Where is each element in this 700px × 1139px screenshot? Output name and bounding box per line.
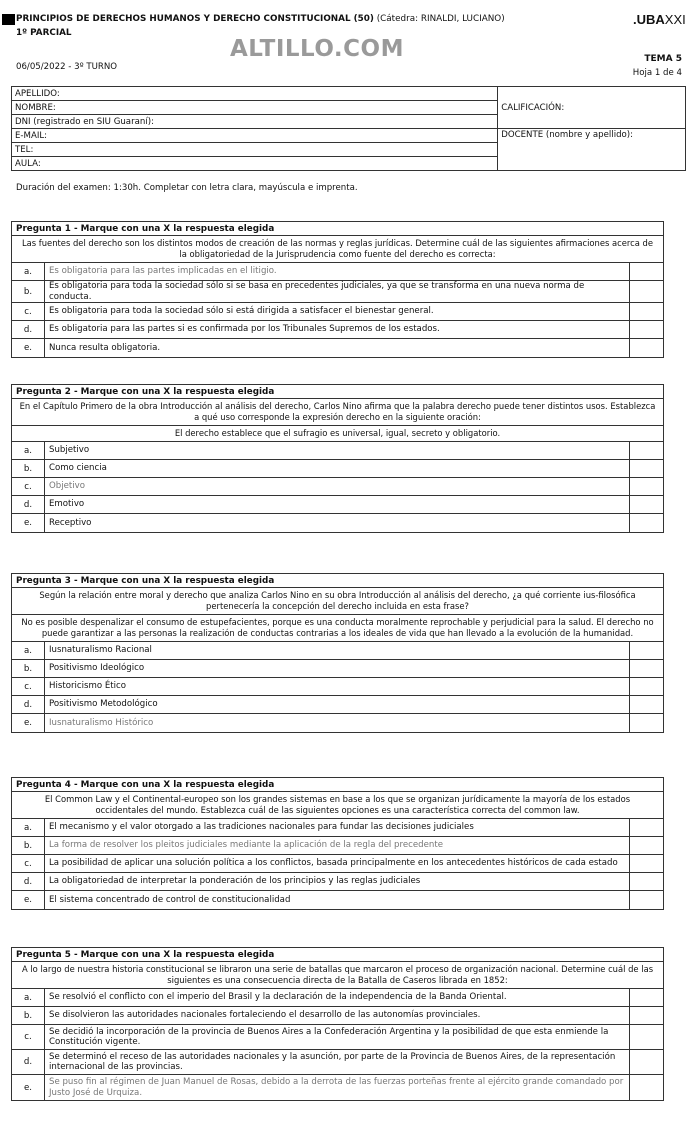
answer-checkbox[interactable] [630, 1050, 663, 1074]
option-row [12, 281, 663, 303]
answer-checkbox[interactable] [630, 303, 663, 320]
answer-checkbox[interactable] [630, 478, 663, 495]
answer-checkbox[interactable] [630, 496, 663, 513]
course-title: PRINCIPIOS DE DERECHOS HUMANOS Y DERECHO CONSTITUCIONAL (50) (Cátedra: RINALDI, LUCIANO) [16, 14, 505, 24]
option-row [12, 1050, 663, 1075]
uba-logo: .UBAXXI [633, 12, 686, 27]
field-nombre[interactable]: NOMBRE: [12, 101, 498, 115]
answer-checkbox[interactable] [630, 442, 663, 459]
question-statement: En el Capítulo Primero de la obra Introducción al análisis del derecho, Carlos Nino afirma que la palabra derecho puede tener distintos usos. Establezca a qué uso corresponde la expresión derecho en la siguiente oración: [12, 399, 663, 426]
option-letter: a. [12, 263, 45, 280]
option-text: Nunca resulta obligatoria. [45, 339, 630, 357]
option-text: Positivismo Ideológico [45, 660, 630, 677]
option-letter: d. [12, 496, 45, 513]
answer-checkbox[interactable] [630, 873, 663, 890]
option-row [12, 696, 663, 714]
question-header: Pregunta 4 - Marque con una X la respuesta elegida [12, 778, 663, 792]
option-text: Se resolvió el conflicto con el imperio del Brasil y la declaración de la independencia de la Banda Oriental. [45, 989, 630, 1006]
option-letter: e. [12, 339, 45, 357]
option-letter: c. [12, 1025, 45, 1049]
black-mark [2, 14, 15, 25]
option-row [12, 989, 663, 1007]
option-letter: c. [12, 303, 45, 320]
option-row [12, 321, 663, 339]
question-header: Pregunta 3 - Marque con una X la respuesta elegida [12, 574, 663, 588]
exam-date: 06/05/2022 - 3º TURNO [16, 62, 118, 72]
answer-checkbox[interactable] [630, 281, 663, 302]
option-row [12, 819, 663, 837]
option-row [12, 442, 663, 460]
option-text: Es obligatoria para toda la sociedad sólo si se basa en precedentes judiciales, ya que se transforma en una nueva norma de conducta. [45, 281, 630, 302]
option-row [12, 339, 663, 357]
answer-checkbox[interactable] [630, 678, 663, 695]
option-text: Receptivo [45, 514, 630, 532]
answer-checkbox[interactable] [630, 460, 663, 477]
watermark: ALTILLO.COM [230, 36, 404, 62]
answer-checkbox[interactable] [630, 989, 663, 1006]
option-letter: e. [12, 514, 45, 532]
answer-checkbox[interactable] [630, 1007, 663, 1024]
question-quote: El derecho establece que el sufragio es universal, igual, secreto y obligatorio. [12, 426, 663, 442]
option-text: Objetivo [45, 478, 630, 495]
option-letter: a. [12, 642, 45, 659]
option-letter: b. [12, 1007, 45, 1024]
option-text: La forma de resolver los pleitos judiciales mediante la aplicación de la regla del precedente [45, 837, 630, 854]
student-info-table [11, 86, 686, 171]
option-letter: e. [12, 891, 45, 909]
option-letter: e. [12, 714, 45, 732]
option-row [12, 891, 663, 909]
answer-checkbox[interactable] [630, 514, 663, 532]
option-row [12, 837, 663, 855]
answer-checkbox[interactable] [630, 660, 663, 677]
tema-label: TEMA 5 [644, 54, 682, 64]
answer-checkbox[interactable] [630, 837, 663, 854]
option-row [12, 1025, 663, 1050]
option-text: Emotivo [45, 496, 630, 513]
option-text: El sistema concentrado de control de constitucionalidad [45, 891, 630, 909]
option-letter: c. [12, 478, 45, 495]
option-letter: d. [12, 321, 45, 338]
option-row [12, 478, 663, 496]
option-text: Historicismo Ético [45, 678, 630, 695]
answer-checkbox[interactable] [630, 642, 663, 659]
answer-checkbox[interactable] [630, 263, 663, 280]
option-text: Se disolvieron las autoridades nacionales fortaleciendo el desarrollo de las autonomías provinciales. [45, 1007, 630, 1024]
question-statement: Las fuentes del derecho son los distintos modos de creación de las normas y reglas jurídicas. Determine cuál de las siguientes afirmaciones acerca de la obligatoriedad de la Jurisprudencia como fuente del derecho es correcta: [12, 236, 663, 263]
question-header: Pregunta 2 - Marque con una X la respuesta elegida [12, 385, 663, 399]
option-text: Es obligatoria para las partes implicadas en el litigio. [45, 263, 630, 280]
answer-checkbox[interactable] [630, 855, 663, 872]
option-row [12, 460, 663, 478]
option-row [12, 714, 663, 732]
option-text: Se decidió la incorporación de la provincia de Buenos Aires a la Confederación Argentina y la posibilidad de que esta enmiende la Constitución vigente. [45, 1025, 630, 1049]
answer-checkbox[interactable] [630, 696, 663, 713]
option-letter: a. [12, 989, 45, 1006]
question-statement: A lo largo de nuestra historia constitucional se libraron una serie de batallas que marcaron el proceso de organización nacional. Determine cuál de las siguientes es una consecuencia directa de la Batalla de Caseros librada en 1852: [12, 962, 663, 989]
page-counter: Hoja 1 de 4 [632, 68, 682, 78]
option-text: Es obligatoria para toda la sociedad sólo si está dirigida a satisfacer el bienestar general. [45, 303, 630, 320]
field-calificacion[interactable]: CALIFICACIÓN: [498, 87, 686, 129]
answer-checkbox[interactable] [630, 1075, 663, 1100]
option-letter: c. [12, 855, 45, 872]
option-row [12, 660, 663, 678]
answer-checkbox[interactable] [630, 321, 663, 338]
option-row [12, 678, 663, 696]
question-3 [11, 573, 664, 733]
option-letter: a. [12, 442, 45, 459]
question-1 [11, 221, 664, 358]
option-text: Se determinó el receso de las autoridades nacionales y la asunción, por parte de la Provincia de Buenos Aires, de la representación internacional de las provincias. [45, 1050, 630, 1074]
parcial-label: 1º PARCIAL [16, 28, 72, 38]
question-header: Pregunta 1 - Marque con una X la respuesta elegida [12, 222, 663, 236]
option-row [12, 263, 663, 281]
option-letter: d. [12, 873, 45, 890]
catedra: (Cátedra: RINALDI, LUCIANO) [373, 14, 505, 24]
option-text: Positivismo Metodológico [45, 696, 630, 713]
field-tel[interactable]: TEL: [12, 143, 498, 157]
option-letter: a. [12, 819, 45, 836]
field-docente[interactable]: DOCENTE (nombre y apellido): [498, 129, 686, 171]
duration-note: Duración del examen: 1:30h. Completar con letra clara, mayúscula e imprenta. [16, 183, 358, 193]
option-letter: c. [12, 678, 45, 695]
option-text: Como ciencia [45, 460, 630, 477]
option-row [12, 514, 663, 532]
field-email[interactable]: E-MAIL: [12, 129, 498, 143]
option-row [12, 496, 663, 514]
option-text: Subjetivo [45, 442, 630, 459]
option-letter: b. [12, 837, 45, 854]
answer-checkbox[interactable] [630, 1025, 663, 1049]
option-letter: d. [12, 696, 45, 713]
option-letter: b. [12, 281, 45, 302]
answer-checkbox[interactable] [630, 819, 663, 836]
option-row [12, 642, 663, 660]
question-5 [11, 947, 664, 1101]
question-header: Pregunta 5 - Marque con una X la respuesta elegida [12, 948, 663, 962]
field-apellido[interactable]: APELLIDO: [12, 87, 498, 101]
option-row [12, 855, 663, 873]
option-letter: b. [12, 660, 45, 677]
answer-checkbox[interactable] [630, 714, 663, 732]
option-letter: b. [12, 460, 45, 477]
option-letter: e. [12, 1075, 45, 1100]
option-row [12, 873, 663, 891]
option-text: La posibilidad de aplicar una solución política a los conflictos, basada principalmente en los antecedentes históricos de cada estado [45, 855, 630, 872]
field-aula[interactable]: AULA: [12, 157, 498, 171]
question-statement: Según la relación entre moral y derecho que analiza Carlos Nino en su obra Introducción al análisis del derecho, ¿a qué corriente ius-filosófica pertenecería la concepción del derecho incluida en esta frase? [12, 588, 663, 615]
question-statement: El Common Law y el Continental-europeo son los grandes sistemas en base a los que se organizan jurídicamente la mayoría de los estados occidentales del mundo. Establezca cuál de las siguientes opciones es una característica correcta del common law. [12, 792, 663, 819]
option-row [12, 1075, 663, 1100]
field-dni[interactable]: DNI (registrado en SIU Guaraní): [12, 115, 498, 129]
question-2 [11, 384, 664, 533]
option-text: La obligatoriedad de interpretar la ponderación de los principios y las reglas judiciales [45, 873, 630, 890]
option-letter: d. [12, 1050, 45, 1074]
question-4 [11, 777, 664, 910]
option-text: Se puso fin al régimen de Juan Manuel de Rosas, debido a la derrota de las fuerzas porteñas frente al ejército grande comandado por Justo José de Urquiza. [45, 1075, 630, 1100]
answer-checkbox[interactable] [630, 891, 663, 909]
option-text: Iusnaturalismo Racional [45, 642, 630, 659]
option-row [12, 1007, 663, 1025]
option-row [12, 303, 663, 321]
answer-checkbox[interactable] [630, 339, 663, 357]
option-text: Es obligatoria para las partes si es confirmada por los Tribunales Supremos de los estados. [45, 321, 630, 338]
question-quote: No es posible despenalizar el consumo de estupefacientes, porque es una conducta moralmente reprochable y perjudicial para la salud. El derecho no puede garantizar a las personas la realización de conductas contrarias a los ideales de vida que han llevado a la evolución de la humanidad. [12, 615, 663, 642]
option-text: El mecanismo y el valor otorgado a las tradiciones nacionales para fundar las decisiones judiciales [45, 819, 630, 836]
option-text: Iusnaturalismo Histórico [45, 714, 630, 732]
